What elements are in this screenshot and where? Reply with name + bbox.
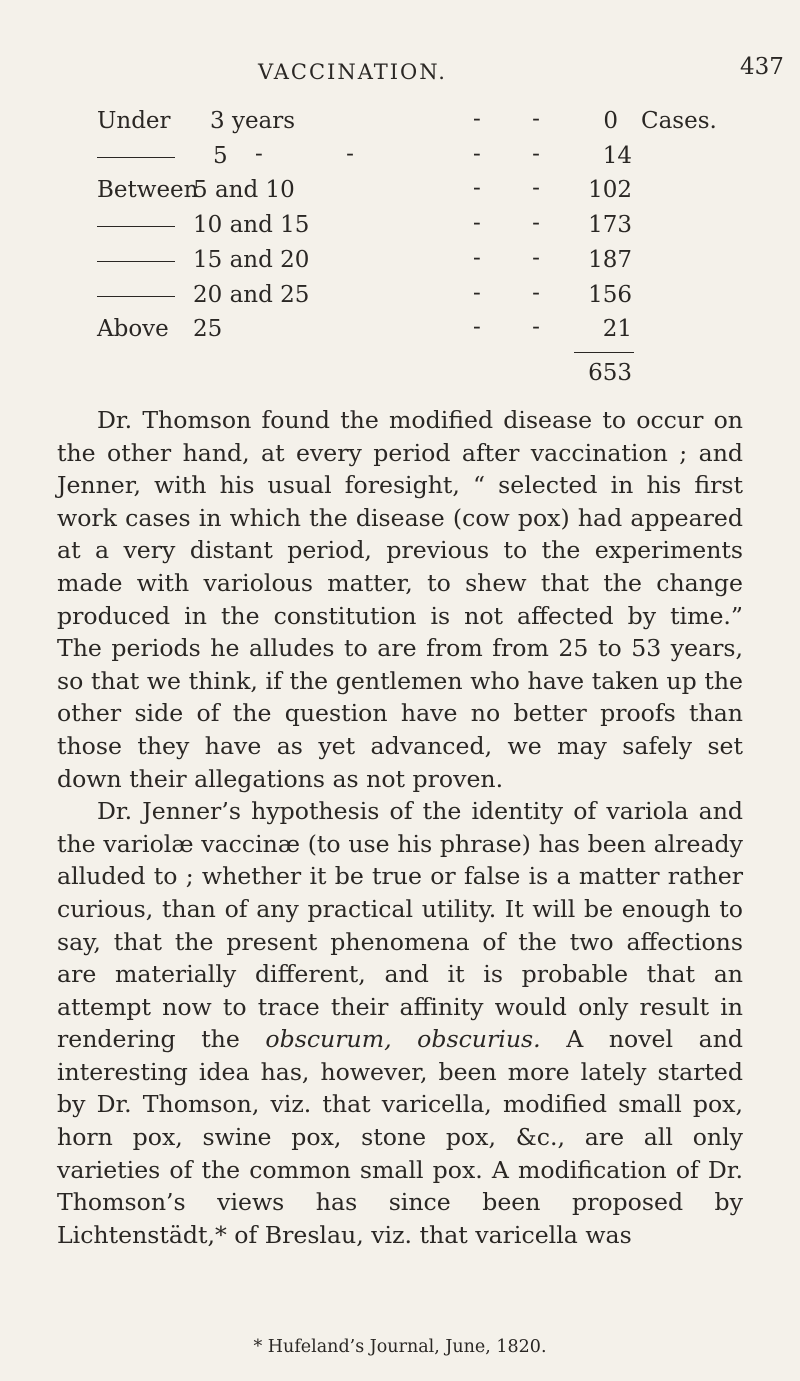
italic-phrase: obscurum, obscurius. [265, 1025, 541, 1054]
row-separator: - - [473, 280, 562, 306]
paragraph-text: Dr. Jenner’s hypothesis of the identity of variola and the variolæ vaccinæ (to use his phrase) has been already alluded to ; whether it be true or false is a matter rather curious, than of any practical utility. It will be enough to say, that the present phenomena of the two affections are materially different, and it is probable that an attempt now to trace their affinity would only result in rendering the [57, 797, 743, 1054]
row-label: Under [97, 108, 171, 134]
table-row [0, 247, 800, 285]
ditto-dash [97, 261, 175, 262]
table-row [0, 212, 800, 250]
paragraph [57, 795, 743, 1251]
ditto-dash [97, 296, 175, 297]
page-header [0, 48, 800, 88]
paragraph: Dr. Thomson found the modified disease to occur on the other hand, at every period after vaccination ; and Jenner, with his usual foresight, “ selected in his first work cases in which the disease (cow pox) had appeared at a very distant period, previous to the experiments made with variolous matter, to shew that the change produced in the constitution is not affected by time.” The periods he alludes to are from from 25 to 53 years, so that we think, if the gentlemen who have taken up the other side of the question have no better proofs than those they have as yet advanced, we may safely set down their allegations as not proven. [57, 406, 743, 793]
row-count: 21 [602, 316, 632, 342]
row-count: 173 [588, 212, 632, 238]
footnote: * Hufeland’s Journal, June, 1820. [253, 1337, 547, 1357]
row-count: 102 [588, 177, 632, 203]
row-separator: - - [473, 314, 562, 340]
row-separator-lead: - - [255, 141, 392, 167]
paragraph-text: A novel and interesting idea has, however, been more lately started by Dr. Thomson, viz. that varicella, modified small pox, horn pox, swine pox, stone pox, &c., are all only varieties of the common small pox. A modification of Dr. Thomson’s views has since been proposed by Lichtenstädt,* of Breslau, viz. that varicella was [57, 1025, 743, 1249]
table-total: 653 [588, 360, 632, 386]
row-label: Above [97, 316, 169, 342]
ditto-dash [97, 157, 175, 158]
total-rule [574, 352, 634, 353]
row-separator: - - [473, 210, 562, 236]
table-row [0, 108, 800, 146]
row-label: Between [97, 177, 199, 203]
row-range: 20 and 25 [193, 282, 310, 308]
running-title: VACCINATION. [258, 60, 447, 84]
row-range: 5 and 10 [193, 177, 295, 203]
row-count: 187 [588, 247, 632, 273]
row-separator: - - [473, 245, 562, 271]
table-row [0, 282, 800, 320]
body-text [57, 404, 743, 1251]
row-separator: - - [473, 141, 562, 167]
row-count: 0 [603, 108, 618, 134]
table-row [0, 177, 800, 215]
row-count: 156 [588, 282, 632, 308]
row-count: 14 [602, 143, 632, 169]
table-row [0, 143, 800, 181]
table-row [0, 316, 800, 354]
page-number: 437 [740, 54, 784, 80]
cases-label: Cases. [641, 108, 717, 134]
row-range: 3 years [210, 108, 296, 134]
row-range: 15 and 20 [193, 247, 310, 273]
row-range: 10 and 15 [193, 212, 310, 238]
row-range: 5 [213, 143, 228, 169]
ditto-dash [97, 226, 175, 227]
row-separator: - - [473, 175, 562, 201]
row-separator: - - [473, 106, 562, 132]
row-range: 25 [193, 316, 223, 342]
